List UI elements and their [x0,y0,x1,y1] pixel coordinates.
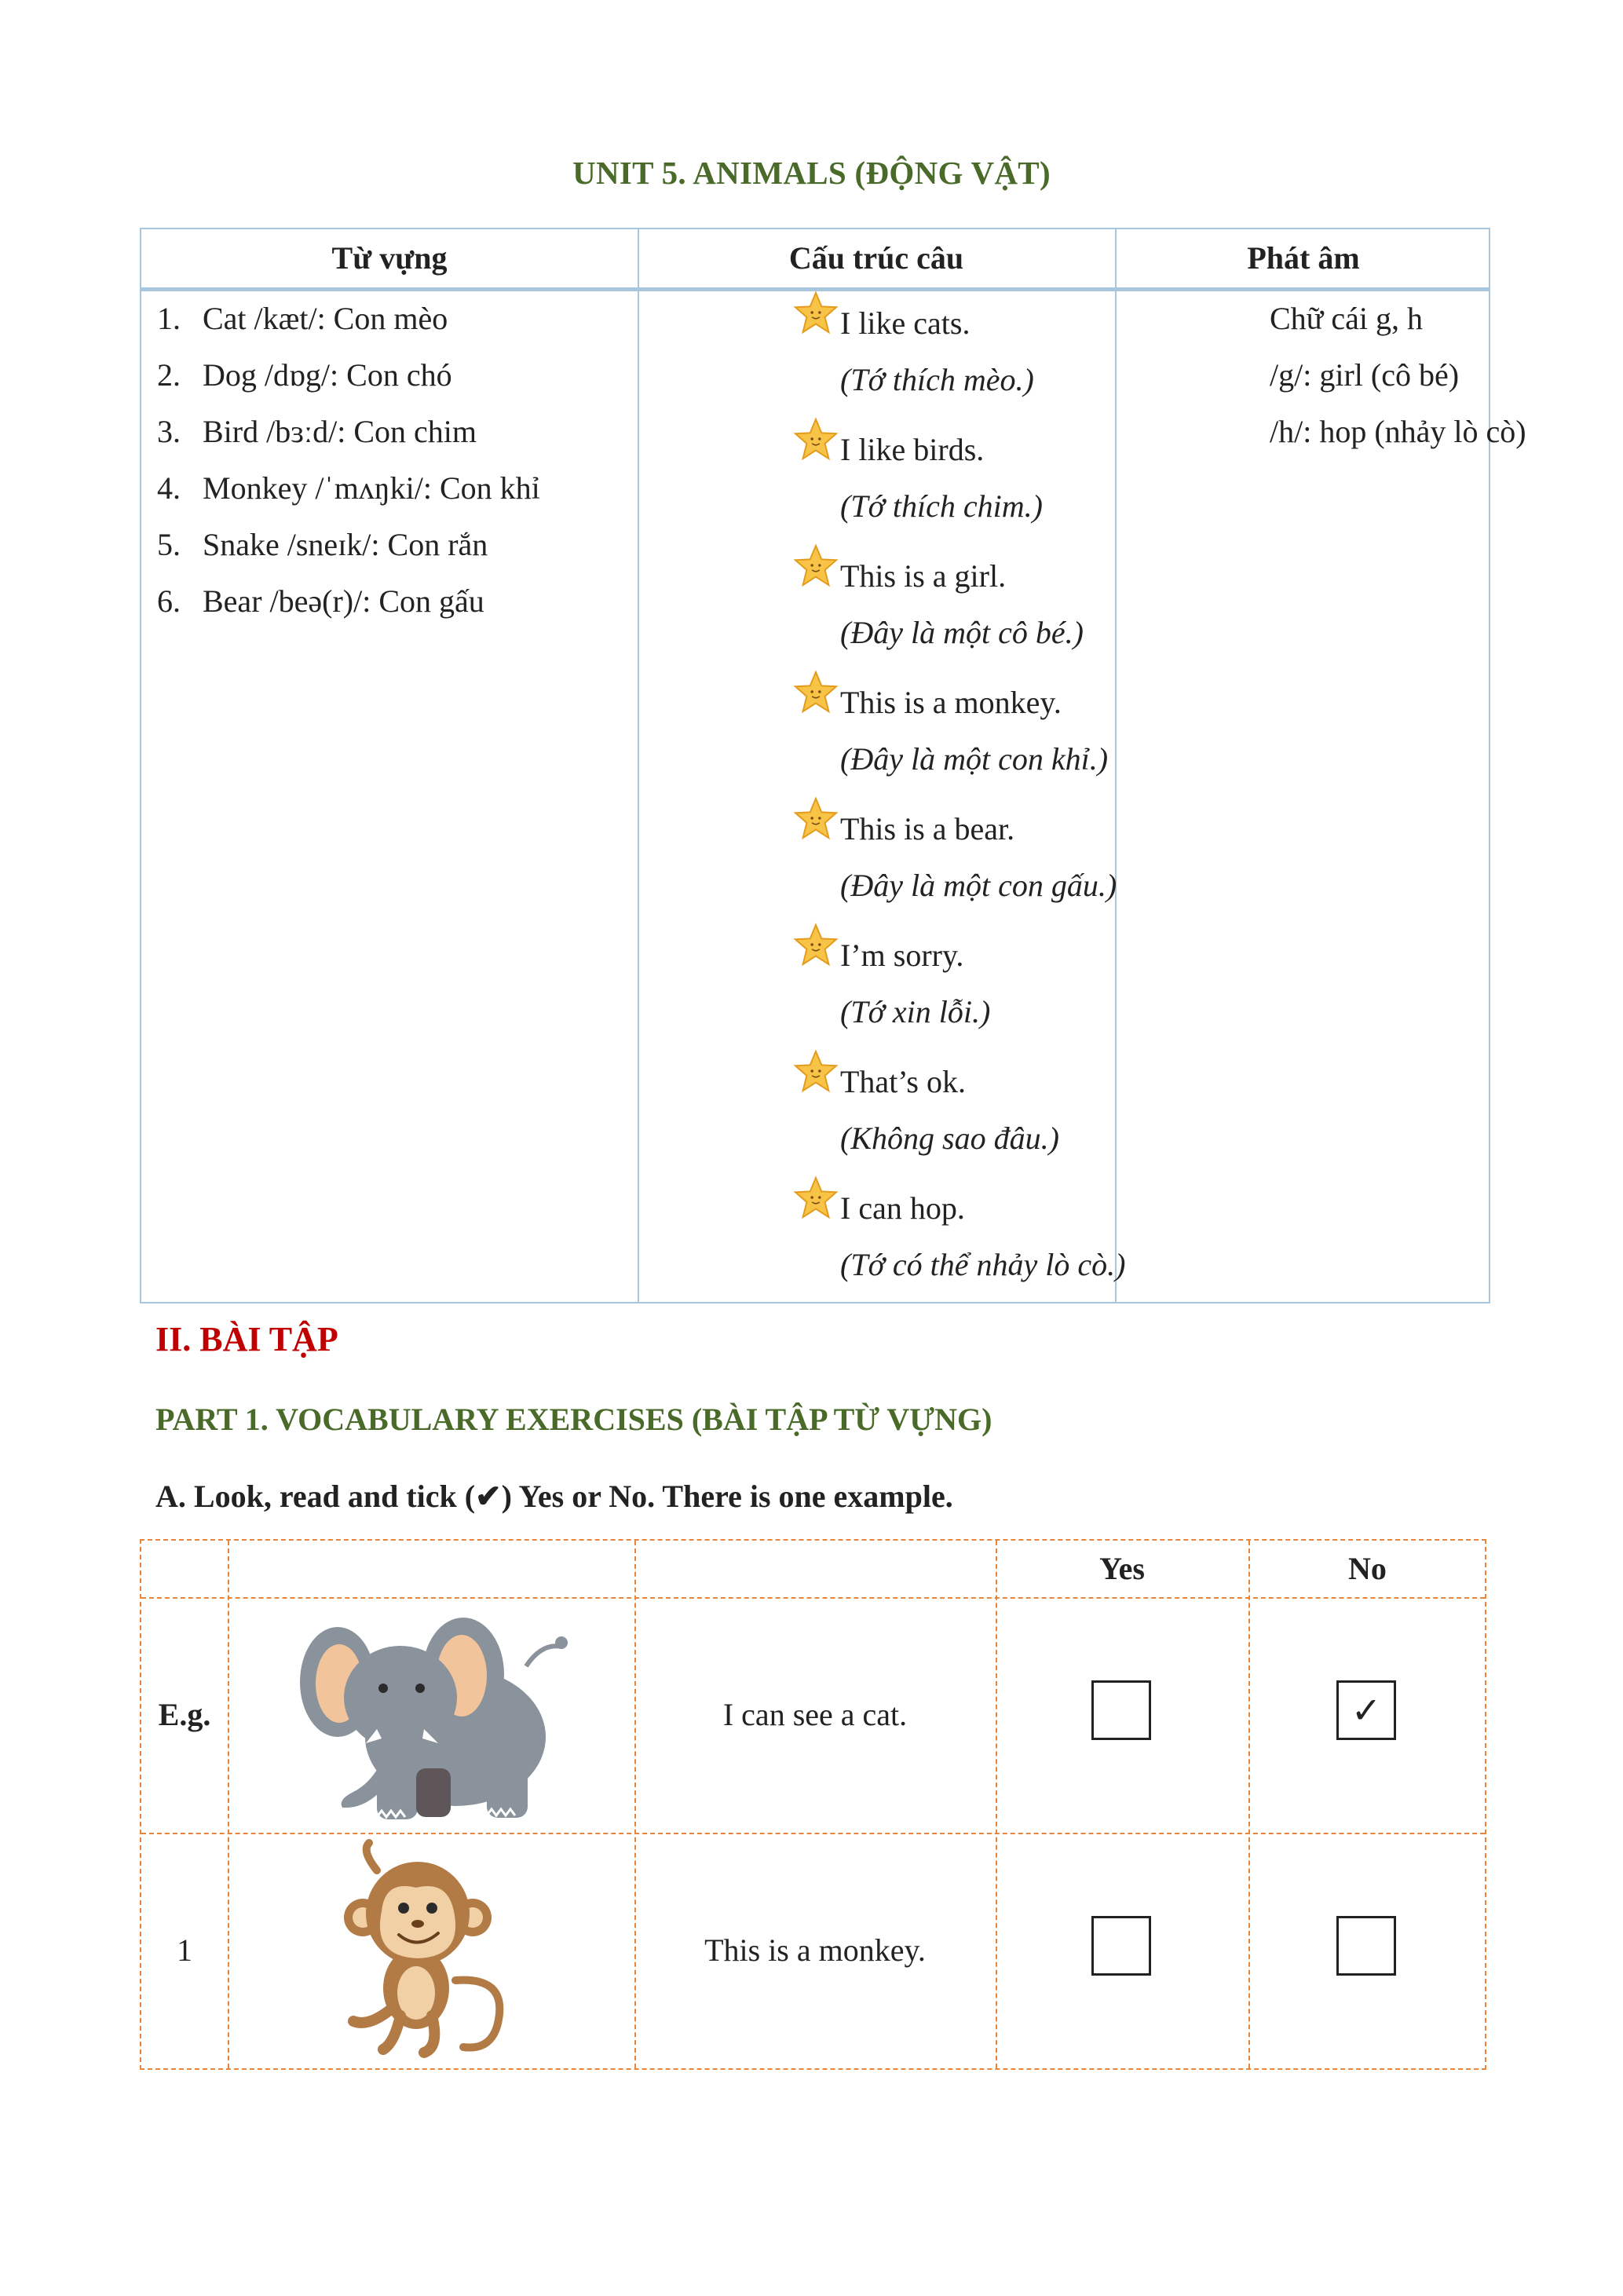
monkey-picture [338,1839,518,2063]
sentence-english: I like cats. [840,305,971,341]
list-item: 1. Cat /kæt/: Con mèo [157,301,448,336]
star-icon [793,670,839,715]
exercise-sentence: I can see a cat. [722,1697,908,1732]
header-vocabulary: Từ vựng [331,240,448,276]
sentence-english: I can hop. [840,1190,965,1226]
star-icon [793,796,839,842]
star-icon [793,291,839,336]
no-checkbox[interactable] [1336,1680,1396,1740]
check-icon: ✓ [1351,1689,1382,1731]
sentence-vietnamese: (Tớ thích mèo.) [840,362,1034,397]
vocabulary-list [157,291,540,630]
row-label: E.g. [158,1697,211,1732]
yes-checkbox[interactable] [1091,1680,1151,1740]
pronunciation-item: /g/: girl (cô bé) [1270,357,1460,393]
sentence-vietnamese: (Tớ thích chim.) [840,488,1043,524]
exercise-sentence: This is a monkey. [704,1932,926,1968]
star-icon [793,1175,839,1221]
column-divider [1248,1541,1250,2068]
star-icon [793,543,839,589]
elephant-picture [291,1611,573,1823]
pronunciation-item: /h/: hop (nhảy lò cò) [1270,414,1526,449]
exercise-instruction: A. Look, read and tick (✔) Yes or No. There is one example. [155,1479,953,1514]
header-pronunciation: Phát âm [1247,240,1360,276]
vocabulary-table [140,228,1526,1303]
sentence-english: This is a girl. [840,558,1007,594]
sentence-english: I like birds. [840,432,985,467]
list-item: 6. Bear /beə(r)/: Con gấu [157,583,484,619]
page-title: UNIT 5. ANIMALS (ĐỘNG VẬT) [572,155,1051,191]
pronunciation-list [1270,291,1526,460]
section-heading: II. BÀI TẬP [155,1320,338,1358]
sentence-vietnamese: (Đây là một con khỉ.) [840,741,1109,777]
row-label: 1 [177,1932,192,1968]
no-checkbox[interactable] [1336,1916,1396,1976]
sentence-vietnamese: (Không sao đâu.) [840,1121,1059,1156]
list-item: 5. Snake /sneɪk/: Con rắn [157,527,488,562]
header-yes: Yes [1099,1551,1145,1586]
sentence-english: I’m sorry. [840,938,964,973]
sentence-vietnamese: (Đây là một cô bé.) [840,615,1084,650]
part-heading: PART 1. VOCABULARY EXERCISES (BÀI TẬP TỪ VỰNG) [155,1402,992,1437]
column-divider [638,229,639,1302]
sentence-english: That’s ok. [840,1064,966,1099]
list-item: 2. Dog /dɒg/: Con chó [157,357,452,393]
column-divider [228,1541,229,2068]
sentence-vietnamese: (Đây là một con gấu.) [840,868,1117,903]
pronunciation-item: Chữ cái g, h [1270,301,1423,336]
list-item: 3. Bird /bɜːd/: Con chim [157,414,477,449]
sentence-english: This is a bear. [840,811,1015,846]
star-icon [793,923,839,968]
column-divider [1115,229,1117,1302]
header-no: No [1348,1551,1387,1586]
star-icon [793,1049,839,1095]
exercise-table [140,1539,1486,2070]
sentence-vietnamese: (Tớ xin lỗi.) [840,994,991,1029]
sentence-vietnamese: (Tớ có thể nhảy lò cò.) [840,1247,1126,1282]
column-divider [996,1541,997,2068]
yes-checkbox[interactable] [1091,1916,1151,1976]
sentence-english: This is a monkey. [840,685,1062,720]
list-item: 4. Monkey /ˈmʌŋki/: Con khỉ [157,470,540,506]
star-icon [793,417,839,462]
header-sentence-structure: Cấu trúc câu [788,240,964,276]
